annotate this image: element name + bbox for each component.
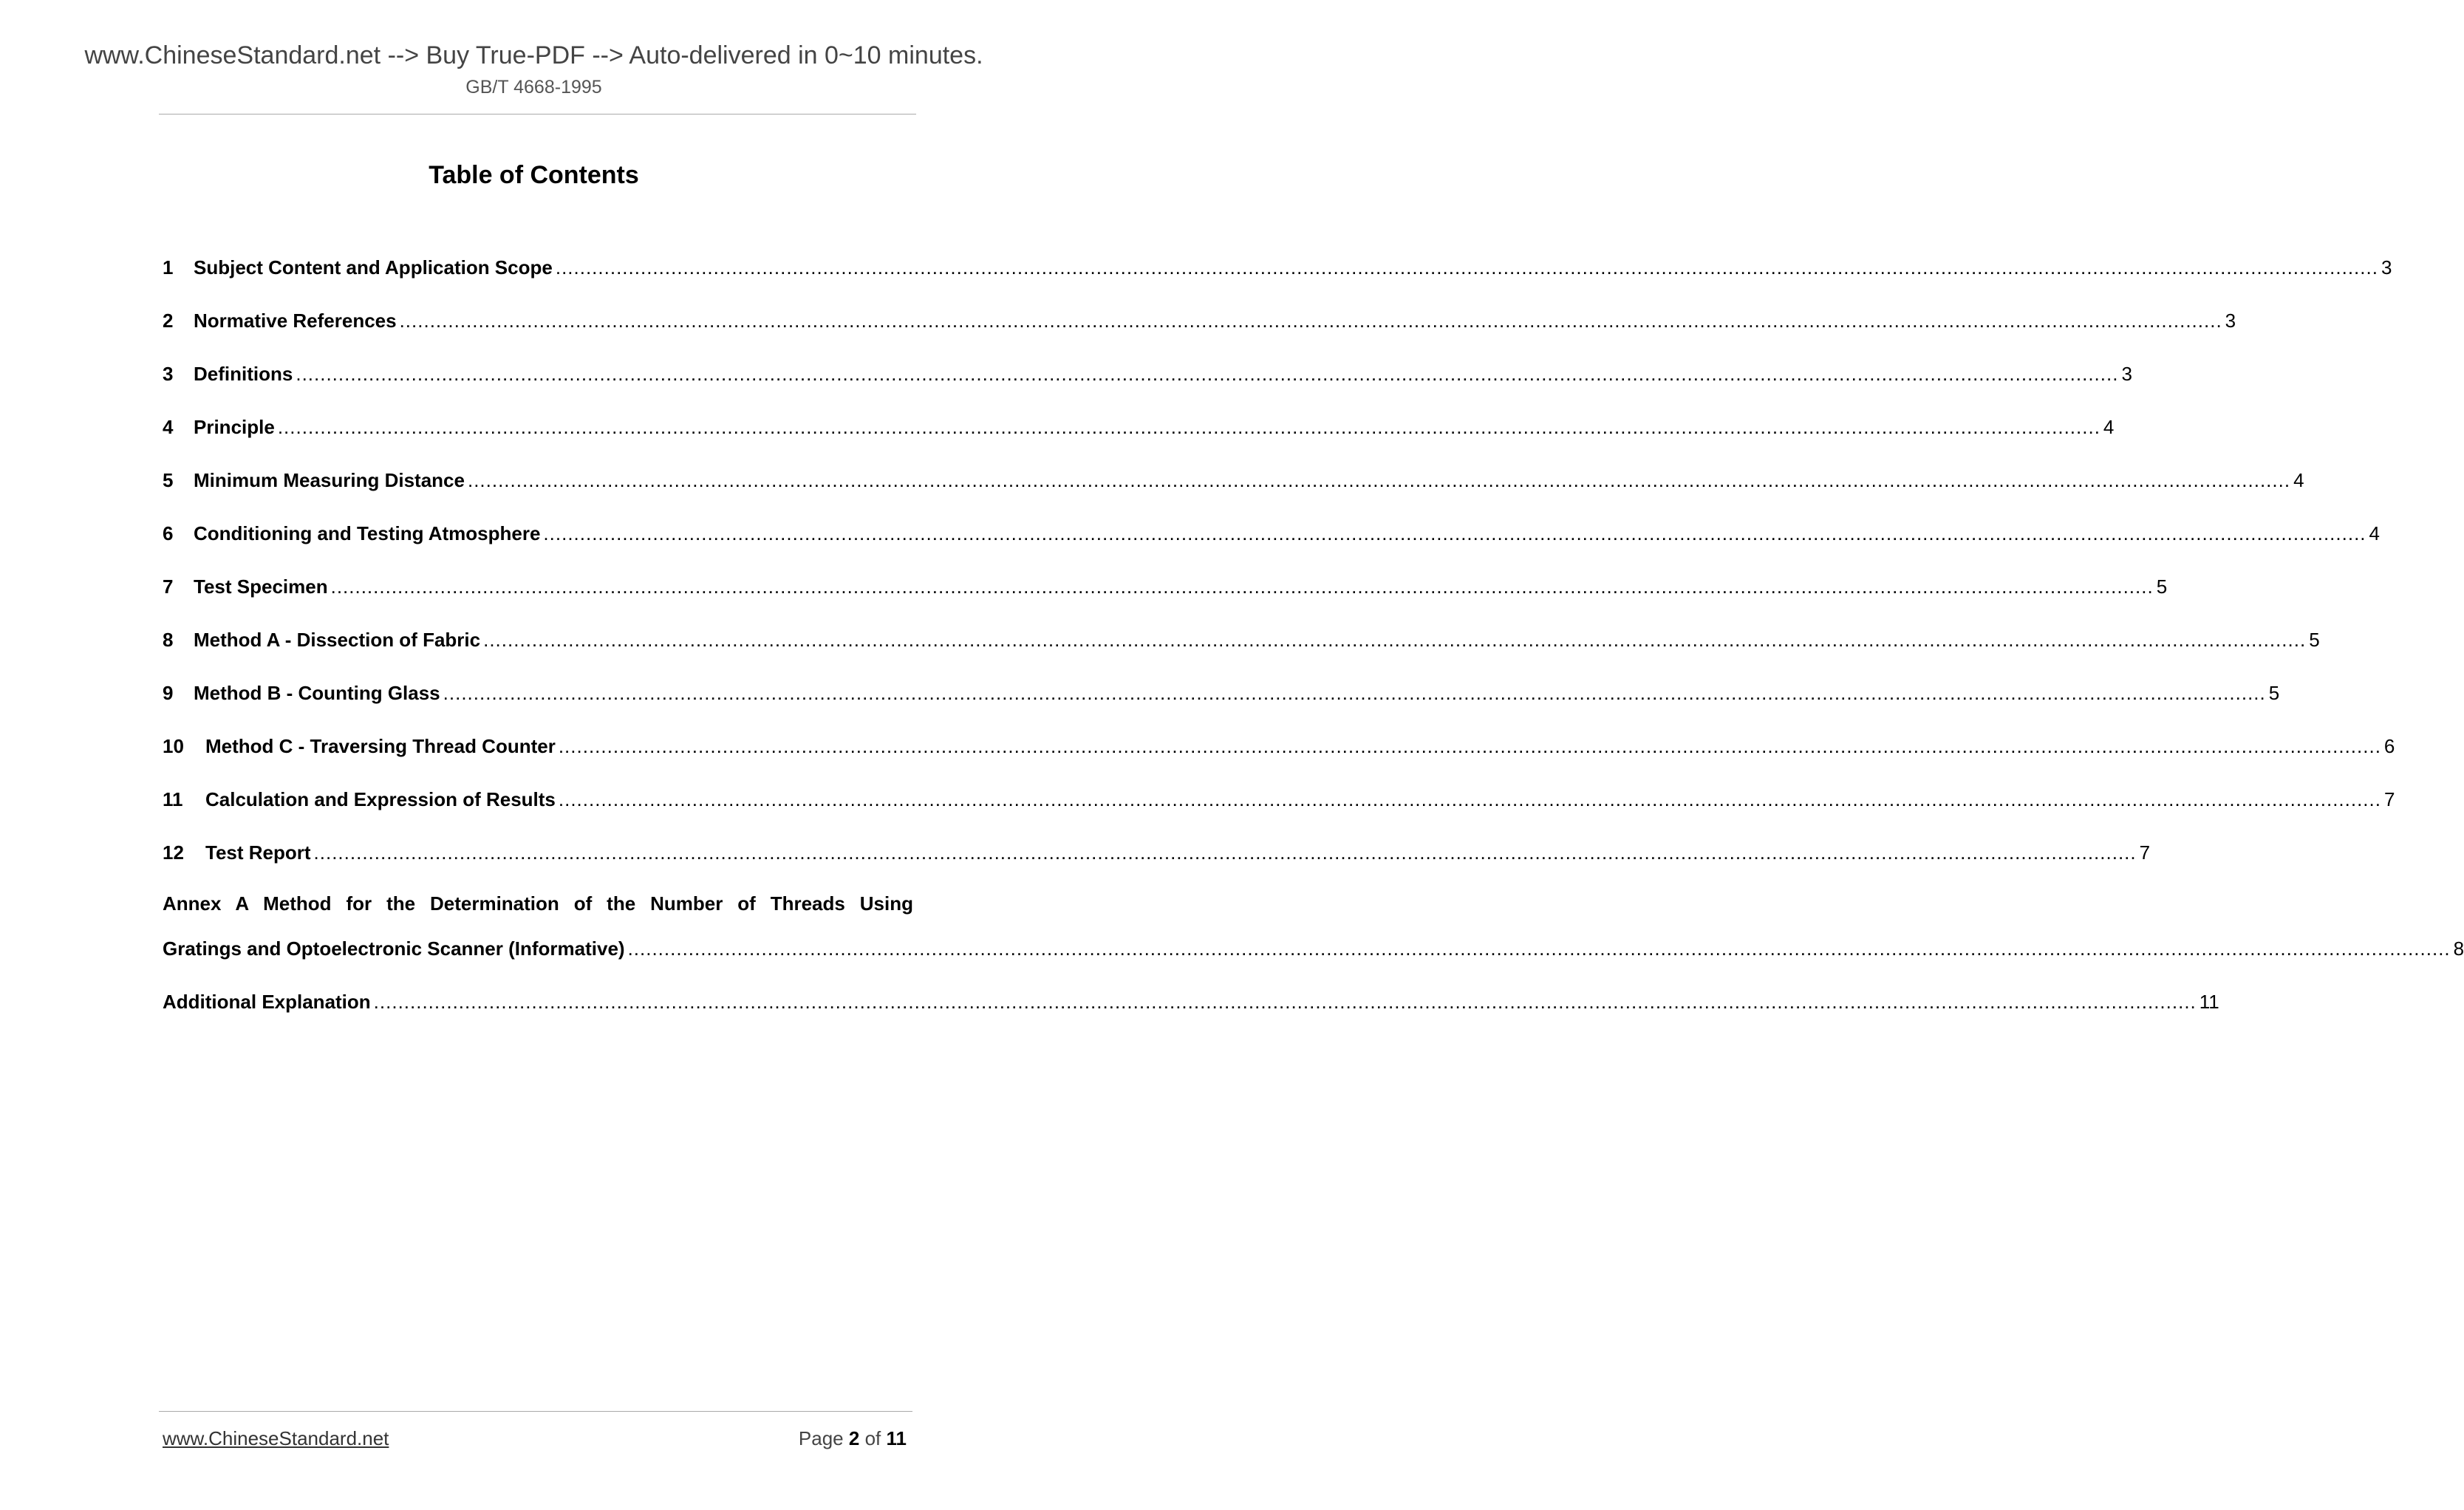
toc-entry-page: 6 — [2383, 735, 2395, 757]
standard-code: GB/T 4668-1995 — [465, 77, 602, 98]
toc-entry-number: 1 — [163, 256, 174, 279]
toc-entry-5[interactable] — [163, 462, 2304, 492]
toc-entry-page: 8 — [2453, 937, 2464, 960]
toc-entry-number: 11 — [163, 788, 183, 810]
toc-entry-title: Principle — [194, 416, 275, 438]
toc-entry-number: 10 — [163, 735, 184, 757]
toc-entry-page: 7 — [2383, 788, 2395, 810]
toc-entry-12[interactable] — [163, 835, 2151, 864]
toc-entry-title: Calculation and Expression of Results — [205, 788, 556, 810]
toc-additional-entry[interactable] — [163, 984, 2219, 1014]
footer-page-indicator — [799, 1427, 907, 1450]
toc-entry-title: Method C - Traversing Thread Counter — [205, 735, 556, 757]
toc-entry-3[interactable] — [163, 356, 2132, 386]
toc-entry-number: 6 — [163, 522, 174, 544]
toc-leader-dots: ............................................................................................................................................................................................................................................................................................................ — [296, 363, 2119, 385]
toc-entry-title: Method A - Dissection of Fabric — [194, 629, 481, 651]
toc-entry-7[interactable] — [163, 569, 2168, 598]
toc-leader-dots: ............................................................................................................................................................................................................................................................................................................ — [467, 469, 2291, 491]
toc-leader-dots: ............................................................................................................................................................................................................................................................................................................ — [543, 522, 2366, 544]
toc-entry-number: 9 — [163, 682, 174, 704]
toc-leader-dots: ............................................................................................................................................................................................................................................................................................................ — [443, 682, 2266, 704]
toc-entry-6[interactable] — [163, 516, 2380, 545]
toc-entry-title: Minimum Measuring Distance — [194, 469, 465, 491]
toc-entry-1[interactable] — [163, 250, 2392, 279]
footer-site-link[interactable]: www.ChineseStandard.net — [163, 1427, 389, 1449]
toc-leader-dots: ............................................................................................................................................................................................................................................................................................................ — [330, 575, 2154, 598]
toc-entry-page: 7 — [2139, 841, 2151, 864]
toc-leader-dots: ............................................................................................................................................................................................................................................................................................................ — [558, 788, 2381, 810]
toc-leader-dots: ............................................................................................................................................................................................................................................................................................................ — [399, 310, 2222, 332]
toc-entry-8[interactable] — [163, 622, 2320, 652]
toc-entry-number: 4 — [163, 416, 174, 438]
toc-entry-title: Definitions — [194, 363, 293, 385]
toc-entry-title: Normative References — [194, 310, 397, 332]
toc-entry-number: 3 — [163, 363, 174, 385]
toc-leader-dots: ............................................................................................................................................................................................................................................................................................................ — [313, 841, 2137, 864]
toc-entry-page: 5 — [2156, 575, 2168, 598]
toc-entry-11[interactable] — [163, 782, 2395, 811]
toc-entry-page: 5 — [2309, 629, 2320, 651]
toc-entry-9[interactable] — [163, 675, 2280, 705]
toc-entry-number: 5 — [163, 469, 174, 491]
toc-entry-page: 4 — [2103, 416, 2115, 438]
toc-entry-page: 5 — [2268, 682, 2280, 704]
toc-leader-dots: ............................................................................................................................................................................................................................................................................................................ — [558, 735, 2381, 757]
toc-entry-number: 12 — [163, 841, 184, 864]
toc-leader-dots: ............................................................................................................................................................................................................................................................................................................ — [627, 937, 2451, 960]
header-divider — [159, 114, 916, 115]
toc-entry-number: 7 — [163, 575, 174, 598]
header-banner: www.ChineseStandard.net --> Buy True-PDF --> Auto-delivered in 0~10 minutes. — [84, 41, 983, 69]
toc-leader-dots: ............................................................................................................................................................................................................................................................................................................ — [373, 991, 2197, 1013]
toc-entry-page: 3 — [2381, 256, 2392, 279]
toc-annex-title-line1[interactable]: Annex A Method for the Determination of the Number of Threads Using — [163, 892, 913, 915]
toc-entry-title: Test Report — [205, 841, 311, 864]
toc-entry-title: Conditioning and Testing Atmosphere — [194, 522, 541, 544]
toc-entry-10[interactable] — [163, 728, 2395, 758]
toc-entry-title: Method B - Counting Glass — [194, 682, 440, 704]
footer-divider — [159, 1411, 912, 1412]
toc-annex-entry[interactable] — [163, 931, 2464, 960]
toc-entry-4[interactable] — [163, 409, 2115, 439]
toc-entry-page: 3 — [2121, 363, 2132, 385]
toc-entry-page: 4 — [2369, 522, 2380, 544]
toc-entry-2[interactable] — [163, 303, 2236, 332]
toc-title: Table of Contents — [429, 161, 639, 189]
toc-entry-title: Subject Content and Application Scope — [194, 256, 553, 279]
toc-entry-number: 8 — [163, 629, 174, 651]
toc-leader-dots: ............................................................................................................................................................................................................................................................................................................ — [555, 256, 2378, 279]
toc-entry-title: Additional Explanation — [163, 991, 371, 1013]
toc-entry-number: 2 — [163, 310, 174, 332]
page-current: 2 — [848, 1427, 860, 1449]
toc-entry-page: 3 — [2225, 310, 2236, 332]
toc-leader-dots: ............................................................................................................................................................................................................................................................................................................ — [483, 629, 2307, 651]
toc-annex-title-line2: Gratings and Optoelectronic Scanner (Informative) — [163, 937, 625, 960]
toc-entry-page: 11 — [2199, 991, 2219, 1013]
toc-leader-dots: ............................................................................................................................................................................................................................................................................................................ — [277, 416, 2100, 438]
toc-entry-title: Test Specimen — [194, 575, 328, 598]
toc-entry-page: 4 — [2293, 469, 2304, 491]
page-prefix: Page — [798, 1427, 844, 1449]
page-of: of — [864, 1427, 881, 1449]
page-total: 11 — [886, 1427, 907, 1449]
